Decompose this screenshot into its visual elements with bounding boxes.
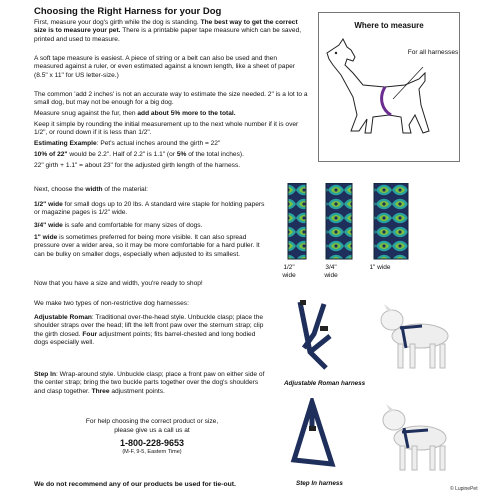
add-two-paragraph: The common 'add 2 inches' is not an accurate way to estimate the size needed. 2" is a lot to a small dog, but may not be enough for a big dog. [34,91,308,107]
width-caption-one: 1" wide [369,264,391,271]
stepin-harness-image [280,398,470,478]
white-dog-stepin-icon [383,404,446,470]
one-inch-bold: 1" wide [34,234,58,241]
ten-percent-text: would be 2.2". Half of 2.2" is 1.1" (or [67,151,177,158]
phone-number[interactable]: 1-800-228-9653 [119,438,185,448]
width-caption-three-quarter: 3/4" wide [324,264,338,279]
stepin-paragraph [34,371,270,396]
roman-text-2: adjustment points; fits barrel-chested and long bodied dogs especially well. [34,330,256,346]
example-paragraph [34,140,308,148]
swatch-one-inch [374,183,408,259]
ten-percent-bold: 10% of 22" [34,151,68,158]
roman-four-bold: Four [82,330,98,338]
width-intro-text-2: of the material: [102,186,148,193]
rounding-paragraph: Keep it simple by rounding the initial measurement up to the next whole number if it is over 1/2", or round down if it is less than 1/2". [34,121,299,137]
snug-bold: add about 5% more to the total. [137,110,236,117]
stepin-three-bold: Three [91,387,110,395]
stepin-text: : Wrap-around style. Unbuckle clasp; place a front paw on either side of the center strap; bring the two buckle parts together over the dog's shoulders and clasp together. [34,371,265,395]
one-inch-paragraph [34,234,270,259]
help-line-2: please give us a call us at [114,426,190,434]
ready-paragraph: Now that you have a size and width, you're ready to shop! [34,280,203,287]
roman-harness-flat-icon [300,302,330,368]
stepin-text-2: adjustment points. [109,387,165,395]
tie-out-disclaimer: We do not recommend any of our products be used for tie-out. [34,481,236,488]
white-dog-roman-icon [381,304,448,368]
stepin-bold: Step In [34,371,56,378]
width-swatches [280,183,460,265]
roman-harness-image [280,296,470,376]
example-bold: Estimating Example [34,140,97,147]
example-text: : Pet's actual inches around the girth = 22" [96,140,221,147]
stepin-harness-flat-icon [294,402,332,464]
half-inch-text: for small dogs up to 20 lbs. A standard wire staple for holding papers or magazine pages is 1/2" wide. [34,201,265,217]
ten-percent-text-2: of the total inches). [186,151,244,158]
copyright-notice: © LupinePet [450,486,478,492]
dog-outline-icon [319,13,459,161]
roman-paragraph [34,314,270,347]
width-intro-text: Next, choose the [34,186,86,193]
intro-paragraph [34,19,308,44]
measure-diagram [318,12,460,162]
page-title: Choosing the Right Harness for your Dog [34,6,222,17]
three-quarter-paragraph [34,222,270,230]
stepin-harness-caption: Step In harness [296,480,343,487]
roman-harness-caption: Adjustable Roman harness [284,380,366,387]
intro-text-2: There is a printable paper tape measure which can be saved, printed and used to measure. [34,27,302,43]
width-intro-bold: width [85,186,103,193]
office-hours: (M-F, 9-5, Eastern Time) [122,448,182,455]
three-quarter-bold: 3/4" wide [34,222,63,229]
girth-paragraph: 22" girth + 1.1" = about 23" for the adjusted girth length of the harness. [34,162,241,169]
types-paragraph: We make two types of non-restrictive dog harnesses: [34,300,189,307]
ten-percent-paragraph [34,151,308,159]
roman-text: : Traditional over-the-head style. Unbuckle clasp; place the shoulder straps over the head; lift the left front paw over the sternum strap; clip the girth closed. [34,314,264,338]
width-caption-half: 1/2" wide [282,264,296,279]
help-block [34,418,270,456]
intro-text: First, measure your dog's girth while the dog is standing. [34,19,201,26]
measure-diagram-title: Where to measure [354,21,424,30]
measure-diagram-label: For all harnesses [407,49,459,56]
three-quarter-text: is safe and comfortable for many sizes of dogs. [62,222,203,229]
width-intro-paragraph [34,186,308,194]
swatch-three-quarter-inch [326,183,352,259]
help-line-1: For help choosing the correct product or size, [85,418,219,425]
one-inch-text: is sometimes preferred for being more visible. It can also spread pressure over a wider area, so it may be more comfortable for a hard puller. It can be bulky on smaller dogs, especially when adjusted to its smallest. [34,234,260,258]
half-inch-bold: 1/2" wide [34,201,63,208]
five-percent-bold: 5% [176,151,187,158]
half-inch-paragraph [34,201,270,218]
intro-bold: The best way to get the correct size is to measure your pet. [34,19,298,35]
snug-paragraph [34,110,308,118]
roman-bold: Adjustable Roman [34,314,92,321]
tape-paragraph: A soft tape measure is easiest. A piece of string or a belt can also be used and then measured against a ruler, or even estimated against a known length, like a sheet of paper (8.5" x 11" for US letter-size.) [34,55,295,79]
swatch-half-inch [288,183,306,259]
snug-text: Measure snug against the fur, then [34,110,138,117]
